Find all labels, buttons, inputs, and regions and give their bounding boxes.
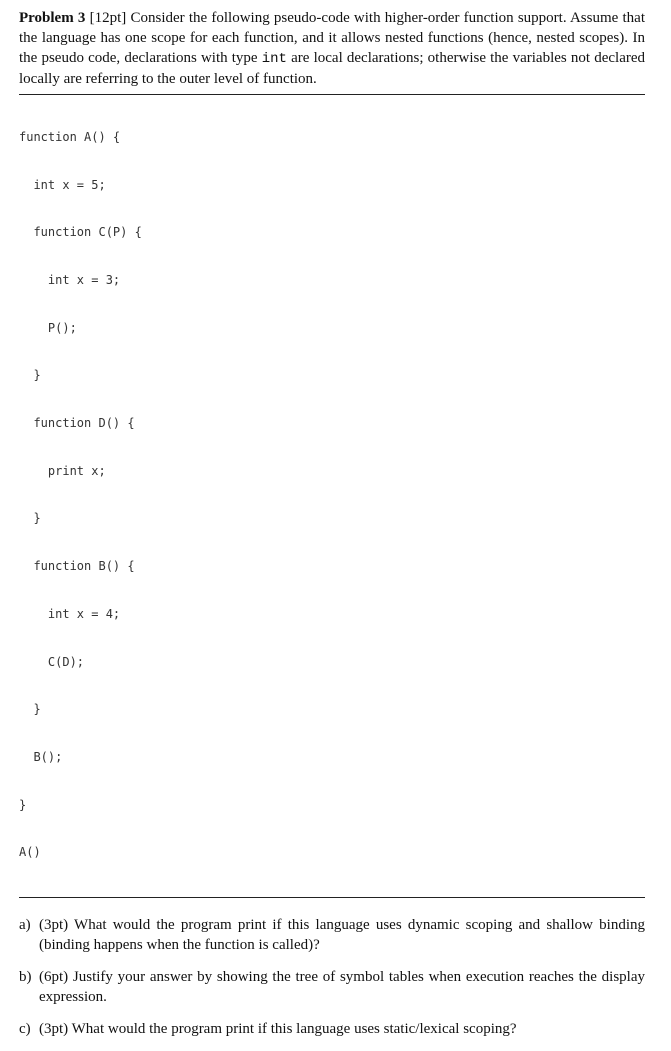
question-text: (3pt) What would the program print if this language uses dynamic scoping and shallow binding (binding happens when the function is called)? (39, 917, 645, 954)
code-line: print x; (19, 463, 106, 478)
code-line: int x = 5; (19, 177, 106, 192)
question-text: (3pt) What would the program print if this language uses static/lexical scoping? (39, 1021, 517, 1038)
question-letter: a) (19, 917, 31, 934)
document-page (19, 8, 645, 1051)
question-c (19, 1019, 645, 1039)
problem-heading: Problem 3 (19, 10, 86, 26)
question-letter: b) (19, 969, 32, 986)
question-letter: c) (19, 1021, 31, 1038)
code-line: } (19, 702, 41, 717)
question-text: (6pt) Justify your answer by showing the tree of symbol tables when execution reaches the display expression. (39, 969, 645, 1006)
code-line: function C(P) { (19, 225, 142, 240)
code-line: A() (19, 845, 41, 860)
code-line: } (19, 368, 41, 383)
code-line: P(); (19, 320, 77, 335)
question-a (19, 915, 645, 955)
problem-statement (19, 8, 645, 89)
problem-text-part2: are local declarations; otherwise the variables not declared locally are referring to the outer level of function. (19, 50, 646, 87)
question-b (19, 967, 645, 1007)
code-line: function A() { (19, 129, 121, 144)
pseudo-code-block (19, 98, 645, 893)
code-line: } (19, 511, 41, 526)
code-line: int x = 3; (19, 272, 121, 287)
code-top-divider (19, 94, 645, 95)
code-line: function B() { (19, 559, 135, 574)
inline-code-int: int (261, 51, 287, 67)
problem-points: [12pt] (89, 10, 127, 26)
code-line: function D() { (19, 416, 135, 431)
code-bottom-divider (19, 897, 645, 898)
code-line: B(); (19, 749, 63, 764)
code-line: C(D); (19, 654, 85, 669)
question-list (19, 915, 645, 1039)
problem-text-part1: Consider the following pseudo-code with higher-order function support. Assume that the language has one scope for each function, and it allows nested functions (hence, nested scopes). In the pseudo code, declarations with type (19, 10, 645, 66)
code-line: } (19, 797, 27, 812)
code-line: int x = 4; (19, 606, 121, 621)
